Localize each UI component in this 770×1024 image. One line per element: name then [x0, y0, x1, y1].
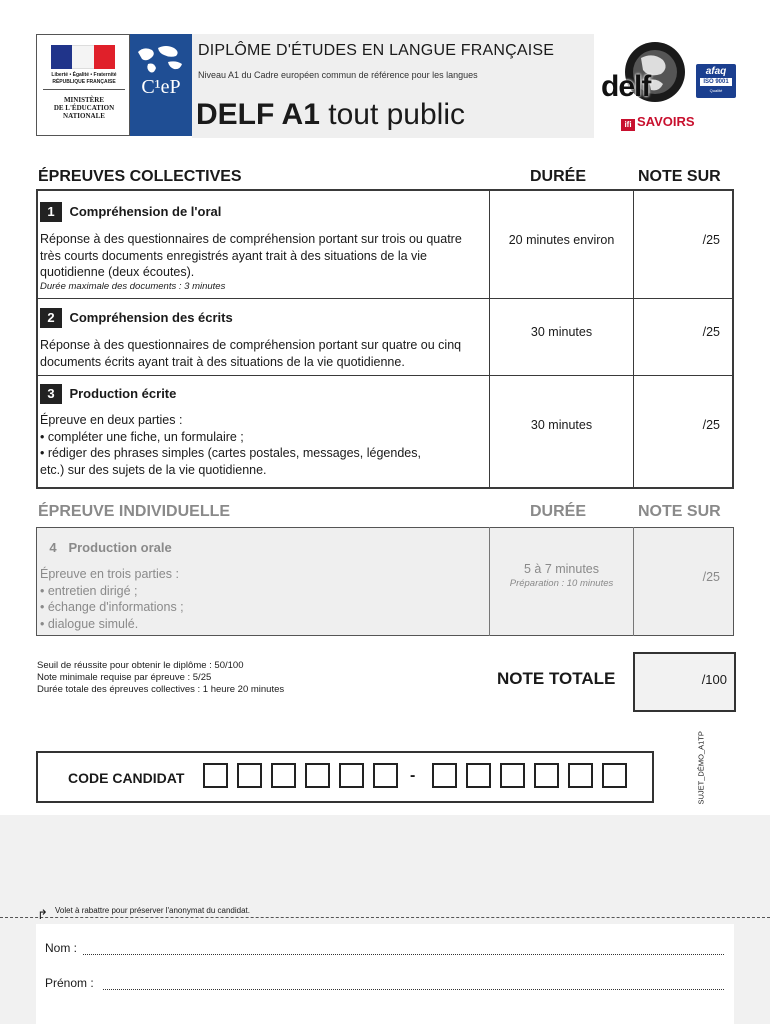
- row-description: Réponse à des questionnaires de compréhension portant sur trois ou quatre très courts documents enregistrés ayant trait à des situations de la vie quotidienne (deux écoutes).: [40, 232, 462, 279]
- ciep-text: C¹eP: [141, 76, 181, 98]
- pass-notes: [37, 660, 284, 696]
- ministry-motto: Liberté • Égalité • Fraternité: [51, 72, 117, 78]
- candidate-code-label: CODE CANDIDAT: [68, 770, 185, 786]
- row-desc-line: Épreuve en trois parties :: [40, 567, 179, 581]
- fold-arrow-icon: ↱: [37, 907, 48, 922]
- subject-code: [686, 731, 712, 807]
- code-digit-box[interactable]: [432, 763, 457, 788]
- code-digit-box[interactable]: [339, 763, 364, 788]
- delf-logo: [597, 40, 691, 106]
- row-divider-1: [36, 298, 734, 299]
- prenom-field[interactable]: [103, 989, 724, 990]
- row-score: /25: [702, 570, 720, 584]
- diploma-title: DIPLÔME D'ÉTUDES EN LANGUE FRANÇAISE: [198, 42, 555, 59]
- row-title: Production orale: [68, 540, 172, 555]
- savoirs-logo: [621, 114, 695, 131]
- ministry-name-2: DE L'ÉDUCATION: [53, 104, 115, 112]
- nom-label: Nom :: [45, 941, 78, 955]
- afaq-logo: [696, 64, 736, 98]
- code-digit-box[interactable]: [602, 763, 627, 788]
- ministry-divider: [43, 89, 125, 90]
- row-description: [40, 566, 485, 632]
- individual-score-header: NOTE SUR: [638, 503, 721, 520]
- fold-note: Volet à rabattre pour préserver l'anonymat du candidat.: [55, 906, 250, 915]
- collective-score-header: NOTE SUR: [638, 168, 721, 185]
- individual-duration-header: DURÉE: [530, 503, 587, 520]
- name-panel: [36, 924, 734, 1024]
- row-title: Compréhension des écrits: [69, 310, 233, 325]
- row-desc-line: etc.) sur des sujets de la vie quotidienne.: [40, 462, 267, 477]
- table-row: [40, 384, 176, 404]
- note-line: Note minimale requise par épreuve : 5/25: [37, 672, 212, 683]
- collective-duration-header: DURÉE: [530, 168, 587, 185]
- code-digit-box[interactable]: [500, 763, 525, 788]
- note-line: Seuil de réussite pour obtenir le diplôme : 50/100: [37, 660, 244, 671]
- row-score: /25: [702, 325, 720, 339]
- row-duration: 5 à 7 minutes: [523, 562, 600, 576]
- code-digit-box[interactable]: [305, 763, 330, 788]
- afaq-sub-text: Qualité: [709, 88, 723, 93]
- row-desc-line: • dialogue simulé.: [40, 616, 139, 631]
- level-line: Niveau A1 du Cadre européen commun de référence pour les langues: [198, 70, 478, 80]
- savoirs-logo-text: SAVOIRS: [637, 114, 695, 129]
- row-score: /25: [702, 233, 720, 247]
- exam-title-bold: DELF A1: [196, 98, 320, 131]
- table-row: [40, 308, 233, 328]
- row-duration: 30 minutes: [530, 418, 593, 432]
- individual-heading: ÉPREUVE INDIVIDUELLE: [38, 503, 231, 520]
- exam-title: [196, 98, 465, 132]
- ministry-name-1: MINISTÈRE: [63, 96, 105, 104]
- table-row: [42, 538, 172, 558]
- code-digit-box[interactable]: [271, 763, 296, 788]
- nom-field[interactable]: [83, 954, 724, 955]
- row-prep: Préparation : 10 minutes: [509, 578, 614, 589]
- row-number: 3: [40, 384, 62, 404]
- code-digit-box[interactable]: [466, 763, 491, 788]
- row-duration: 20 minutes environ: [508, 233, 615, 247]
- row-description: [40, 412, 485, 478]
- globe-map-icon: [134, 42, 188, 78]
- row-duration: 30 minutes: [530, 325, 593, 339]
- row-number: 4: [49, 540, 57, 555]
- exam-title-rest: tout public: [319, 98, 465, 131]
- row-description: Réponse à des questionnaires de compréhension portant sur quatre ou cinq documents écrits ayant trait à des situations de la vie quotidienne.: [40, 338, 462, 369]
- row-title: Production écrite: [69, 386, 177, 401]
- code-digit-box[interactable]: [237, 763, 262, 788]
- savoirs-logo-box: ifi: [621, 119, 635, 131]
- row-desc-line: • compléter une fiche, un formulaire ;: [40, 429, 244, 444]
- row-title: Compréhension de l'oral: [69, 204, 222, 219]
- collective-heading: ÉPREUVES COLLECTIVES: [38, 168, 242, 185]
- row-number: 1: [40, 202, 62, 222]
- code-dash: -: [410, 767, 416, 784]
- ministry-name-3: NATIONALE: [63, 112, 105, 120]
- afaq-iso-text: ISO 9001: [700, 78, 732, 86]
- subject-code-text: SUJET_DÉMO_A1TP: [696, 731, 706, 805]
- code-digit-box[interactable]: [203, 763, 228, 788]
- row-number: 2: [40, 308, 62, 328]
- row-divider-2: [36, 375, 734, 376]
- french-flag-icon: [51, 45, 115, 69]
- code-digit-box[interactable]: [534, 763, 559, 788]
- fold-line: [0, 917, 770, 918]
- row-note: Durée maximale des documents : 3 minutes: [40, 281, 226, 292]
- ministry-logo: [36, 34, 130, 136]
- row-desc-line: • entretien dirigé ;: [40, 583, 138, 598]
- delf-logo-text: delf: [601, 70, 651, 103]
- row-score: /25: [702, 418, 720, 432]
- code-digit-box[interactable]: [373, 763, 398, 788]
- code-digit-box[interactable]: [568, 763, 593, 788]
- total-score-value: /100: [701, 672, 727, 687]
- afaq-logo-text: afaq: [705, 66, 727, 77]
- row-desc-line: Épreuve en deux parties :: [40, 413, 183, 427]
- note-line: Durée totale des épreuves collectives : 1 heure 20 minutes: [37, 684, 285, 695]
- row-desc-line: • échange d'informations ;: [40, 600, 184, 614]
- total-label: NOTE TOTALE: [497, 669, 616, 688]
- ministry-republic: RÉPUBLIQUE FRANÇAISE: [52, 79, 116, 85]
- row-desc-line: • rédiger des phrases simples (cartes postales, messages, légendes,: [40, 446, 421, 460]
- ciep-logo: [130, 34, 192, 136]
- table-row: [40, 202, 221, 222]
- prenom-label: Prénom :: [45, 976, 94, 990]
